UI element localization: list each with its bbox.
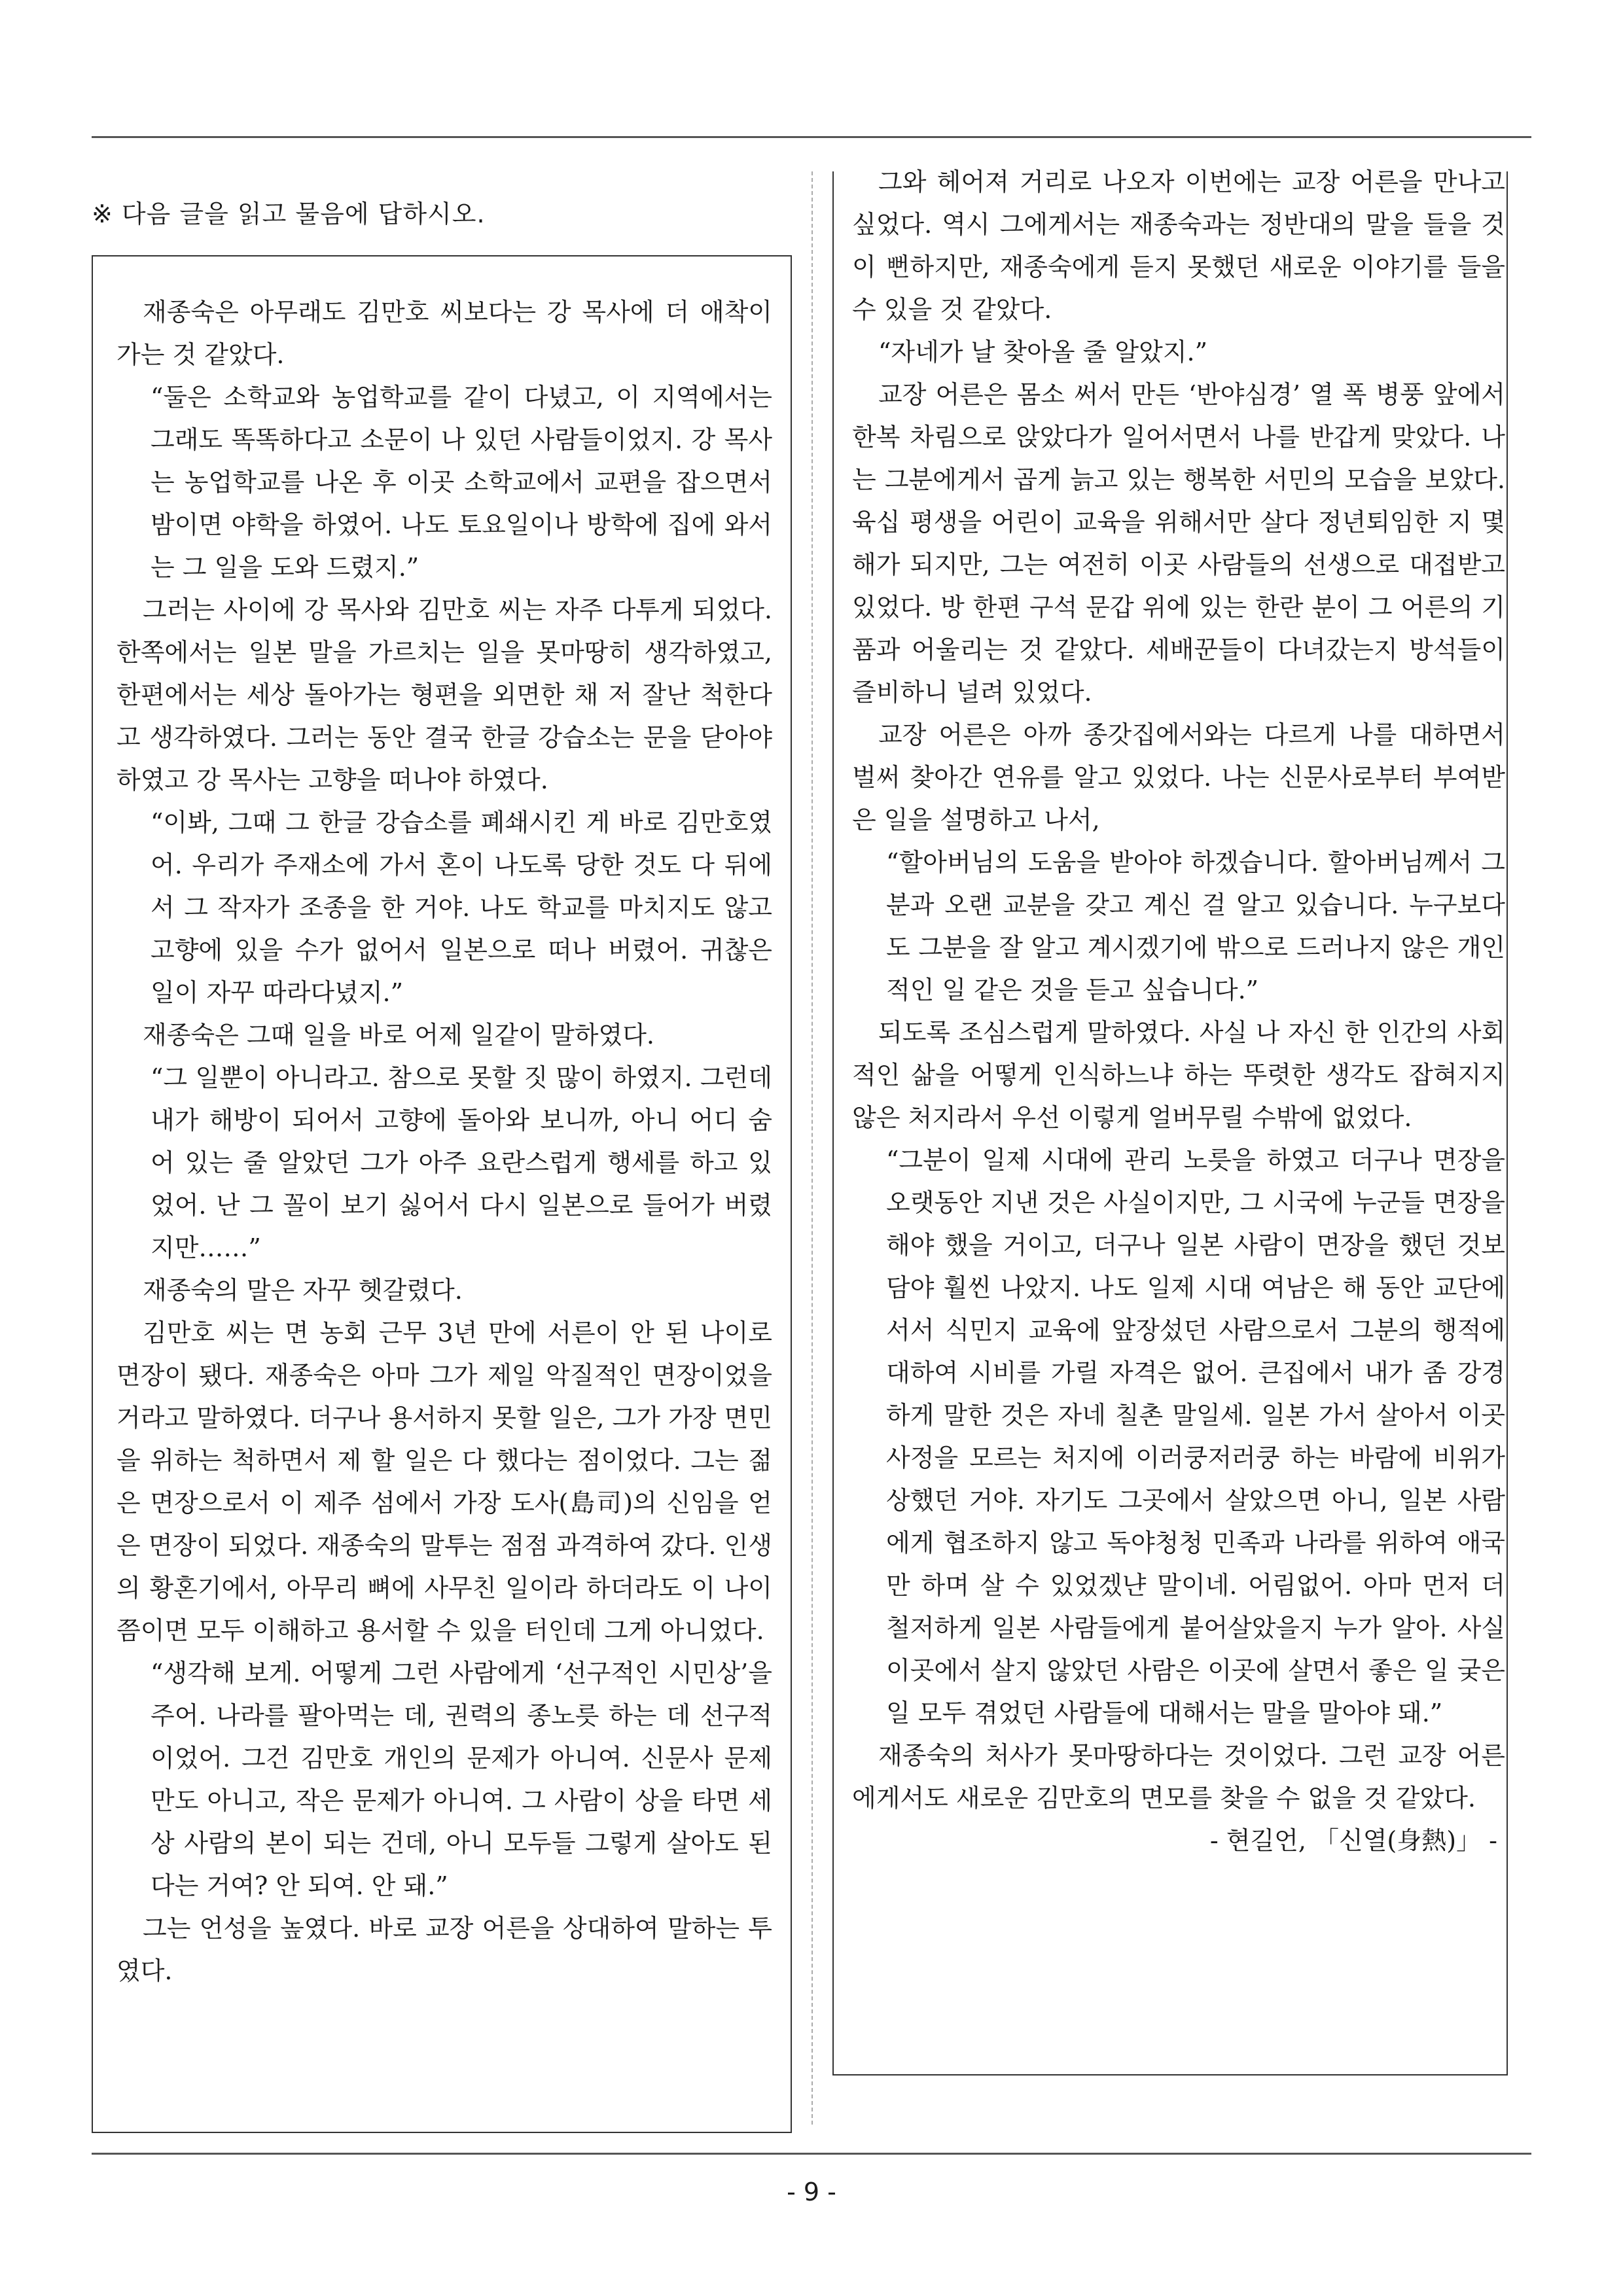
passage-paragraph: 김만호 씨는 면 농회 근무 3년 만에 서른이 안 된 나이로 면장이 됐다. 재종숙은 아마 그가 제일 악질적인 면장이었을 거라고 말하였다. 더구나 용서하지 못할 일은, 그가 가장 면민을 위하는 척하면서 제 할 일은 다 했다는 점이었다. 그는 젊은 면장으로서 이 제주 섬에서 가장 도사(島司)의 신임을 얻은 면장이 되었다. 재종숙의 말투는 점점 과격하여 갔다. 인생의 황혼기에서, 아무리 뼈에 사무친 일이라 하더라도 이 나이쯤이면 모두 이해하고 용서할 수 있을 터인데 그게 아니었다. (116, 1318, 772, 1645)
header-rule (92, 136, 1531, 138)
quoted-dialogue: “할아버님의 도움을 받아야 하겠습니다. 할아버님께서 그분과 오랜 교분을 갖고 계신 걸 알고 있습니다. 누구보다도 그분을 잘 알고 계시겠기에 밖으로 드러나지 않은 개인적인 일 같은 것을 듣고 싶습니다.” (886, 848, 1505, 1004)
instruction-text: ※ 다음 글을 읽고 물음에 답하시오. (92, 200, 486, 228)
passage-paragraph: 재종숙은 아무래도 김만호 씨보다는 강 목사에 더 애착이 가는 것 같았다. (116, 298, 772, 369)
passage-paragraph: 되도록 조심스럽게 말하였다. 사실 나 자신 한 인간의 사회적인 삶을 어떻게 인식하느냐 하는 뚜렷한 생각도 잡혀지지 않은 처지라서 우선 이렇게 얼버무릴 수밖에 없었다. (852, 1018, 1505, 1132)
footer-rule (92, 2153, 1531, 2155)
passage-paragraph: 재종숙의 말은 자꾸 헷갈렸다. (143, 1276, 463, 1305)
passage-paragraph: 교장 어른은 아까 종갓집에서와는 다르게 나를 대하면서 벌써 찾아간 연유를 알고 있었다. 나는 신문사로부터 부여받은 일을 설명하고 나서, (852, 720, 1505, 834)
passage-paragraph: 그러는 사이에 강 목사와 김만호 씨는 자주 다투게 되었다. 한쪽에서는 일본 말을 가르치는 일을 못마땅히 생각하였고, 한편에서는 세상 돌아가는 형편을 외면한 채 저 잘난 척한다고 생각하였다. 그러는 동안 결국 한글 강습소는 문을 닫아야 하였고 강 목사는 고향을 떠나야 하였다. (116, 595, 772, 794)
passage-paragraph: “자네가 날 찾아올 줄 알았지.” (878, 338, 1208, 366)
passage-paragraph: 재종숙은 그때 일을 바로 어제 일같이 말하였다. (143, 1021, 655, 1050)
quoted-dialogue: “이봐, 그때 그 한글 강습소를 폐쇄시킨 게 바로 김만호였어. 우리가 주재소에 가서 혼이 나도록 당한 것도 다 뒤에서 그 작자가 조종을 한 거야. 나도 학교를 마치지도 않고 고향에 있을 수가 없어서 일본으로 떠나 버렸어. 귀찮은 일이 자꾸 따라다녔지.” (151, 808, 772, 1007)
quoted-dialogue: “생각해 보게. 어떻게 그런 사람에게 ‘선구적인 시민상’을 주어. 나라를 팔아먹는 데, 권력의 종노릇 하는 데 선구적이었어. 그건 김만호 개인의 문제가 아니여. 신문사 문제만도 아니고, 작은 문제가 아니여. 그 사람이 상을 타면 세상 사람의 본이 되는 건데, 아니 모두들 그렇게 살아도 된다는 거여? 안 되여. 안 돼.” (151, 1659, 772, 1900)
source-citation: - 현길언, 「신열(身熱)」 - (1209, 1826, 1497, 1855)
column-divider (812, 171, 813, 2125)
passage-paragraph: 교장 어른은 몸소 써서 만든 ‘반야심경’ 열 폭 병풍 앞에서 한복 차림으로 앉았다가 일어서면서 나를 반갑게 맞았다. 나는 그분에게서 곱게 늙고 있는 행복한 서민의 모습을 보았다. 육십 평생을 어린이 교육을 위해서만 살다 정년퇴임한 지 몇 해가 되지만, 그는 여전히 이곳 사람들의 선생으로 대접받고 있었다. 방 한편 구석 문갑 위에 있는 한란 분이 그 어른의 기품과 어울리는 것 같았다. 세배꾼들이 다녀갔는지 방석들이 즐비하니 널려 있었다. (852, 380, 1505, 707)
passage-right-column (852, 161, 1505, 1862)
page-number: - 9 - (787, 2178, 836, 2206)
passage-paragraph: 그와 헤어져 거리로 나오자 이번에는 교장 어른을 만나고 싶었다. 역시 그에게서는 재종숙과는 정반대의 말을 들을 것이 뻔하지만, 재종숙에게 듣지 못했던 새로운 이야기를 들을 수 있을 것 같았다. (852, 168, 1505, 324)
quoted-dialogue: “둘은 소학교와 농업학교를 같이 다녔고, 이 지역에서는 그래도 똑똑하다고 소문이 나 있던 사람들이었지. 강 목사는 농업학교를 나온 후 이곳 소학교에서 교편을 잡으면서 밤이면 야학을 하였어. 나도 토요일이나 방학에 집에 와서는 그 일을 도와 드렸지.” (151, 383, 772, 582)
passage-paragraph: 그는 언성을 높였다. 바로 교장 어른을 상대하여 말하는 투였다. (116, 1914, 772, 1985)
quoted-dialogue: “그 일뿐이 아니라고. 참으로 못할 짓 많이 하였지. 그런데 내가 해방이 되어서 고향에 돌아와 보니까, 아니 어디 숨어 있는 줄 알았던 그가 아주 요란스럽게 행세를 하고 있었어. 난 그 꼴이 보기 싫어서 다시 일본으로 들어가 버렸지만……” (151, 1063, 772, 1262)
passage-paragraph: 재종숙의 처사가 못마땅하다는 것이었다. 그런 교장 어른에게서도 새로운 김만호의 면모를 찾을 수 없을 것 같았다. (852, 1741, 1505, 1812)
passage-left-column (116, 291, 772, 1992)
quoted-dialogue: “그분이 일제 시대에 관리 노릇을 하였고 더구나 면장을 오랫동안 지낸 것은 사실이지만, 그 시국에 누군들 면장을 해야 했을 거이고, 더구나 일본 사람이 면장을 했던 것보담야 훨씬 나았지. 나도 일제 시대 여남은 해 동안 교단에 서서 식민지 교육에 앞장섰던 사람으로서 그분의 행적에 대하여 시비를 가릴 자격은 없어. 큰집에서 내가 좀 강경하게 말한 것은 자네 칠촌 말일세. 일본 가서 살아서 이곳 사정을 모르는 처지에 이러쿵저러쿵 하는 바람에 비위가 상했던 거야. 자기도 그곳에서 살았으면 아니, 일본 사람에게 협조하지 않고 독야청청 민족과 나라를 위하여 애국만 하며 살 수 있었겠냔 말이네. 어림없어. 아마 먼저 더 철저하게 일본 사람들에게 붙어살았을지 누가 알아. 사실 이곳에서 살지 않았던 사람은 이곳에 살면서 좋은 일 궂은 일 모두 겪었던 사람들에 대해서는 말을 말아야 돼.” (886, 1146, 1505, 1727)
